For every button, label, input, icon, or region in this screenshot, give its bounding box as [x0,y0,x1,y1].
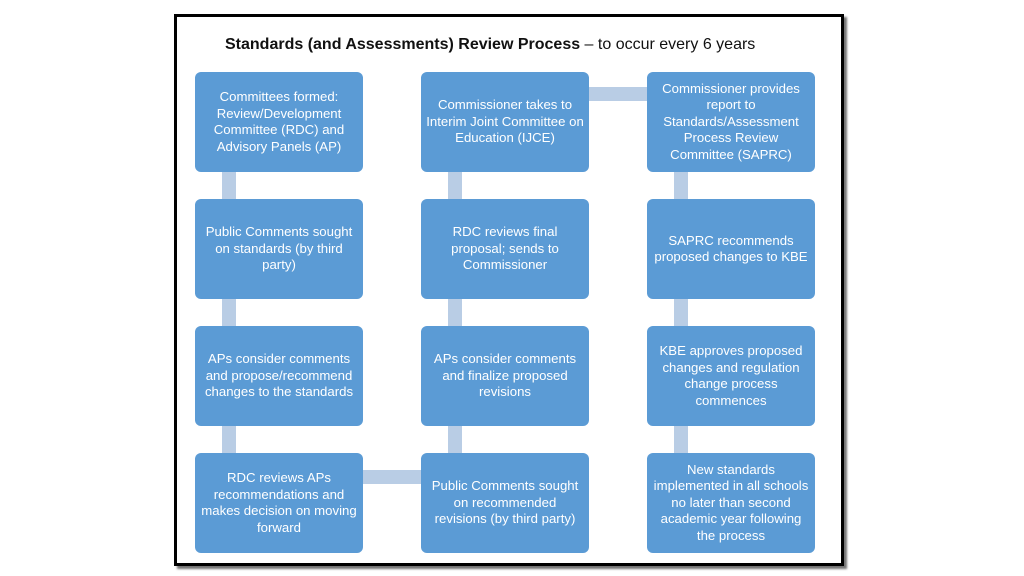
connector-c2-r2-r3 [448,299,462,326]
step-aps-propose-changes: APs consider comments and propose/recommend changes to the standards [195,326,363,426]
step-public-comments-standards: Public Comments sought on standards (by third party) [195,199,363,299]
step-new-standards-implemented: New standards implemented in all schools no later than second academic year following the process [647,453,815,553]
step-public-comments-revisions: Public Comments sought on recommended revisions (by third party) [421,453,589,553]
step-commissioner-report-saprc: Commissioner provides report to Standards/Assessment Process Review Committee (SAPRC) [647,72,815,172]
connector-c3-r3-r4 [674,426,688,453]
connector-c2r1-c3r1 [589,87,648,101]
connector-c2-r3-r4 [448,426,462,453]
step-saprc-recommends: SAPRC recommends proposed changes to KBE [647,199,815,299]
connector-c1-r1-r2 [222,172,236,199]
connector-c1r4-c2r4 [363,470,422,484]
step-aps-finalize-revisions: APs consider comments and finalize proposed revisions [421,326,589,426]
diagram-frame [174,14,844,566]
connector-c3-r1-r2 [674,172,688,199]
step-rdc-reviews-recommendations: RDC reviews APs recommendations and makes decision on moving forward [195,453,363,553]
connector-c1-r3-r4 [222,426,236,453]
step-commissioner-to-ijce: Commissioner takes to Interim Joint Committee on Education (IJCE) [421,72,589,172]
connector-c2-r1-r2 [448,172,462,199]
connector-c1-r2-r3 [222,299,236,326]
title-frequency: – to occur every 6 years [580,36,756,53]
step-rdc-reviews-final-proposal: RDC reviews final proposal; sends to Commissioner [421,199,589,299]
diagram-title [225,36,825,54]
step-committees-formed: Committees formed: Review/Development Committee (RDC) and Advisory Panels (AP) [195,72,363,172]
step-kbe-approves: KBE approves proposed changes and regulation change process commences [647,326,815,426]
connector-c3-r2-r3 [674,299,688,326]
title-main: Standards (and Assessments) Review Process [225,36,581,53]
